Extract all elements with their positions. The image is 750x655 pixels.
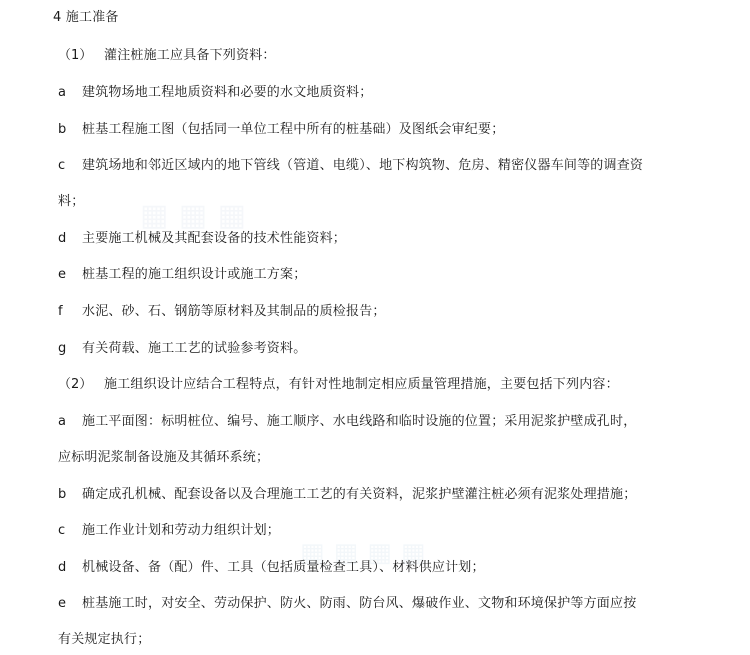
item-marker: a xyxy=(58,85,66,100)
item-text: 施工作业计划和劳动力组织计划； xyxy=(82,523,281,538)
item-text: 确定成孔机械、配套设备以及合理施工工艺的有关资料，泥浆护壁灌注桩必须有泥浆处理措施； xyxy=(82,487,637,502)
watermark-lower: ▦ ▦ ▦ ▦ xyxy=(300,538,426,568)
item-marker: e xyxy=(58,596,66,611)
part2-heading: 施工组织设计应结合工程特点，有针对性地制定相应质量管理措施，主要包括下列内容： xyxy=(104,377,619,392)
part2-item-e-continuation xyxy=(0,628,750,652)
part1-item-b xyxy=(0,118,750,142)
watermark-upper: ▦ ▦ ▦ xyxy=(140,198,246,233)
item-text: 桩基施工时，对安全、劳动保护、防火、防雨、防台风、爆破作业、文物和环境保护等方面应按 xyxy=(82,596,637,611)
item-marker: d xyxy=(58,231,67,246)
item-marker: c xyxy=(58,523,66,538)
item-text: 施工平面图：标明桩位、编号、施工顺序、水电线路和临时设施的位置；采用泥浆护壁成孔时， xyxy=(82,414,637,429)
part1-number: （1） xyxy=(58,48,93,63)
item-text: 水泥、砂、石、钢筋等原材料及其制品的质检报告； xyxy=(82,304,386,319)
item-marker: c xyxy=(58,158,66,173)
part2-heading-line xyxy=(0,373,750,397)
part1-item-c xyxy=(0,154,750,178)
item-marker: d xyxy=(58,560,67,575)
item-text: 建筑场地和邻近区域内的地下管线（管道、电缆）、地下构筑物、危房、精密仪器车间等的调查资 xyxy=(82,158,644,173)
part2-number: （2） xyxy=(58,377,93,392)
part1-item-a xyxy=(0,81,750,105)
item-marker: b xyxy=(58,122,67,137)
item-text-continuation: 料； xyxy=(58,194,85,209)
part1-item-d xyxy=(0,227,750,251)
item-text-continuation: 应标明泥浆制备设施及其循环系统； xyxy=(58,450,270,465)
item-marker: f xyxy=(58,304,63,319)
part2-item-b xyxy=(0,483,750,507)
section-title: 4 施工准备 xyxy=(53,10,119,25)
item-text: 机械设备、备（配）件、工具（包括质量检查工具）、材料供应计划； xyxy=(82,560,485,575)
section-title-line xyxy=(0,6,750,30)
part2-item-a xyxy=(0,410,750,434)
part1-item-c-continuation xyxy=(0,190,750,214)
item-text-continuation: 有关规定执行； xyxy=(58,632,151,647)
item-marker: b xyxy=(58,487,67,502)
part1-item-e xyxy=(0,263,750,287)
part2-item-d xyxy=(0,556,750,580)
item-marker: e xyxy=(58,267,66,282)
item-text: 桩基工程施工图（包括同一单位工程中所有的桩基础）及图纸会审纪要； xyxy=(82,122,505,137)
item-marker: a xyxy=(58,414,66,429)
item-text: 桩基工程的施工组织设计或施工方案； xyxy=(82,267,307,282)
item-text: 建筑物场地工程地质资料和必要的水文地质资料； xyxy=(82,85,373,100)
part2-item-c xyxy=(0,519,750,543)
part1-heading-line xyxy=(0,44,750,68)
part1-item-g xyxy=(0,337,750,361)
part2-item-a-continuation xyxy=(0,446,750,470)
part1-heading: 灌注桩施工应具备下列资料： xyxy=(104,48,276,63)
item-text: 主要施工机械及其配套设备的技术性能资料； xyxy=(82,231,347,246)
item-text: 有关荷载、施工工艺的试验参考资料。 xyxy=(82,341,307,356)
part2-item-e xyxy=(0,592,750,616)
item-marker: g xyxy=(58,341,67,356)
part1-item-f xyxy=(0,300,750,324)
